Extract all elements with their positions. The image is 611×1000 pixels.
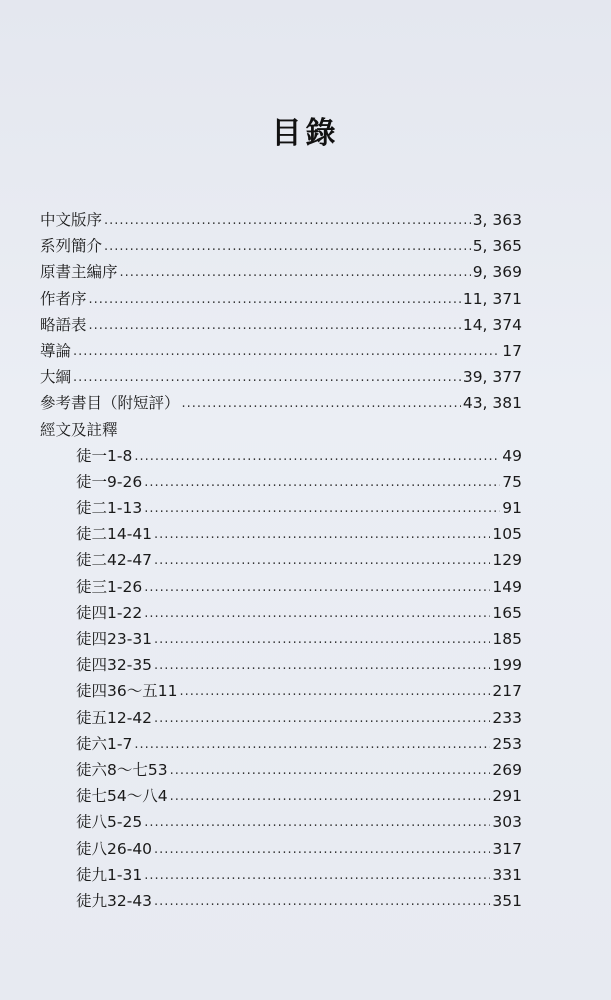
table-of-contents (40, 207, 522, 914)
toc-subentry[interactable] (40, 705, 522, 731)
toc-subentry-page: 49 (502, 446, 522, 465)
toc-subentry-page: 129 (492, 551, 522, 570)
toc-entry-label: 作者序 (40, 289, 87, 308)
toc-subentry[interactable] (40, 443, 522, 469)
toc-subentry[interactable] (40, 862, 522, 888)
toc-subentry-page: 331 (492, 865, 522, 884)
dot-leader (144, 810, 490, 836)
toc-entry-pages: 14, 374 (462, 315, 522, 334)
dot-leader (170, 758, 491, 784)
toc-subentry-label: 徒四1-22 (76, 603, 143, 622)
toc-subentry[interactable] (40, 574, 522, 600)
dot-leader (144, 863, 490, 889)
toc-entry-label: 導論 (40, 341, 72, 360)
toc-subentry[interactable] (40, 783, 522, 809)
toc-subentry-page: 269 (492, 760, 522, 779)
toc-entry-label: 大綱 (40, 368, 72, 387)
dot-leader (89, 313, 461, 339)
toc-subentry-label: 徒九32-43 (76, 891, 153, 910)
toc-subentry-label: 徒六8～七53 (76, 760, 168, 779)
toc-subentry[interactable] (40, 626, 522, 652)
toc-subentry-label: 徒六1-7 (76, 734, 133, 753)
dot-leader (144, 496, 500, 522)
toc-subentry-label: 徒一1-8 (76, 446, 133, 465)
toc-entry-pages: 17 (502, 341, 522, 360)
toc-entry-chinese-preface[interactable] (40, 207, 522, 233)
toc-entry-abbreviations[interactable] (40, 312, 522, 338)
toc-entry-label: 略語表 (40, 315, 87, 334)
dot-leader (154, 627, 490, 653)
toc-subentry[interactable] (40, 888, 522, 914)
toc-entry-introduction[interactable] (40, 338, 522, 364)
toc-subentry-page: 217 (492, 682, 522, 701)
toc-subentry-label: 徒八26-40 (76, 839, 153, 858)
toc-subentry[interactable] (40, 678, 522, 704)
toc-subentry-label: 徒三1-26 (76, 577, 143, 596)
dot-leader (104, 234, 471, 260)
toc-subentry-label: 徒二1-13 (76, 499, 143, 518)
dot-leader (154, 889, 490, 915)
toc-subentry-page: 233 (492, 708, 522, 727)
toc-entry-pages: 9, 369 (472, 263, 522, 282)
toc-subentry-page: 149 (492, 577, 522, 596)
toc-entry-bibliography[interactable] (40, 390, 522, 416)
toc-entry-pages: 39, 377 (462, 368, 522, 387)
toc-subentry[interactable] (40, 809, 522, 835)
toc-subentry-label: 徒四23-31 (76, 630, 153, 648)
toc-subentry-label: 徒二42-47 (76, 551, 153, 570)
toc-subentry-page: 75 (502, 472, 522, 491)
toc-entry-label: 原書主編序 (40, 263, 118, 282)
toc-subentry-page: 317 (492, 839, 522, 858)
dot-leader (154, 548, 490, 574)
toc-subentry-label: 徒八5-25 (76, 813, 143, 832)
toc-entry-pages: 43, 381 (462, 394, 522, 413)
toc-subentry[interactable] (40, 757, 522, 783)
toc-subentry[interactable] (40, 836, 522, 862)
toc-subentry-label: 徒四32-35 (76, 656, 153, 675)
toc-subentry[interactable] (40, 652, 522, 678)
toc-subentry-page: 199 (492, 656, 522, 675)
toc-entry-pages: 3, 363 (472, 211, 522, 229)
toc-section-heading (40, 417, 522, 443)
dot-leader (182, 391, 461, 417)
toc-entry-author-preface[interactable] (40, 286, 522, 312)
dot-leader (134, 732, 490, 758)
toc-subentry-label: 徒七54～八4 (76, 787, 168, 806)
toc-entry-label: 中文版序 (40, 211, 103, 229)
toc-subentry-label: 徒四36～五11 (76, 682, 178, 701)
toc-subentry-page: 105 (492, 525, 522, 544)
toc-subentry[interactable] (40, 469, 522, 495)
dot-leader (154, 837, 490, 863)
toc-entry-label: 系列簡介 (40, 237, 103, 256)
toc-entry-label: 參考書目（附短評） (40, 394, 180, 413)
toc-subentry-label: 徒九1-31 (76, 865, 143, 884)
toc-subentry[interactable] (40, 495, 522, 521)
toc-subentry[interactable] (40, 521, 522, 547)
toc-subentry[interactable] (40, 731, 522, 757)
toc-subentry-page: 303 (492, 813, 522, 832)
dot-leader (73, 365, 461, 391)
toc-subentry[interactable] (40, 547, 522, 573)
section-heading-label: 經文及註釋 (40, 420, 118, 439)
toc-entry-pages: 5, 365 (472, 237, 522, 256)
dot-leader (144, 601, 490, 627)
toc-entry-editor-preface[interactable] (40, 259, 522, 285)
toc-entry-outline[interactable] (40, 364, 522, 390)
dot-leader (144, 470, 500, 496)
toc-subentry-page: 351 (492, 891, 522, 910)
dot-leader (179, 679, 490, 705)
toc-subentry-page: 185 (492, 630, 522, 648)
toc-subentry[interactable] (40, 600, 522, 626)
dot-leader (170, 784, 491, 810)
dot-leader (73, 339, 500, 365)
dot-leader (154, 653, 490, 679)
dot-leader (89, 287, 461, 313)
dot-leader (104, 208, 471, 234)
toc-entry-pages: 11, 371 (462, 289, 522, 308)
toc-subentry-page: 165 (492, 603, 522, 622)
dot-leader (120, 260, 471, 286)
dot-leader (134, 444, 500, 470)
page-title: 目錄 (271, 116, 340, 151)
toc-entry-series-intro[interactable] (40, 233, 522, 259)
toc-subentry-page: 253 (492, 734, 522, 753)
dot-leader (154, 522, 490, 548)
toc-subentry-page: 91 (502, 499, 522, 518)
toc-subentry-page: 291 (492, 787, 522, 806)
dot-leader (154, 706, 490, 732)
toc-subentry-label: 徒一9-26 (76, 472, 143, 491)
toc-subentry-label: 徒二14-41 (76, 525, 153, 544)
toc-subentry-label: 徒五12-42 (76, 708, 153, 727)
dot-leader (144, 575, 490, 601)
